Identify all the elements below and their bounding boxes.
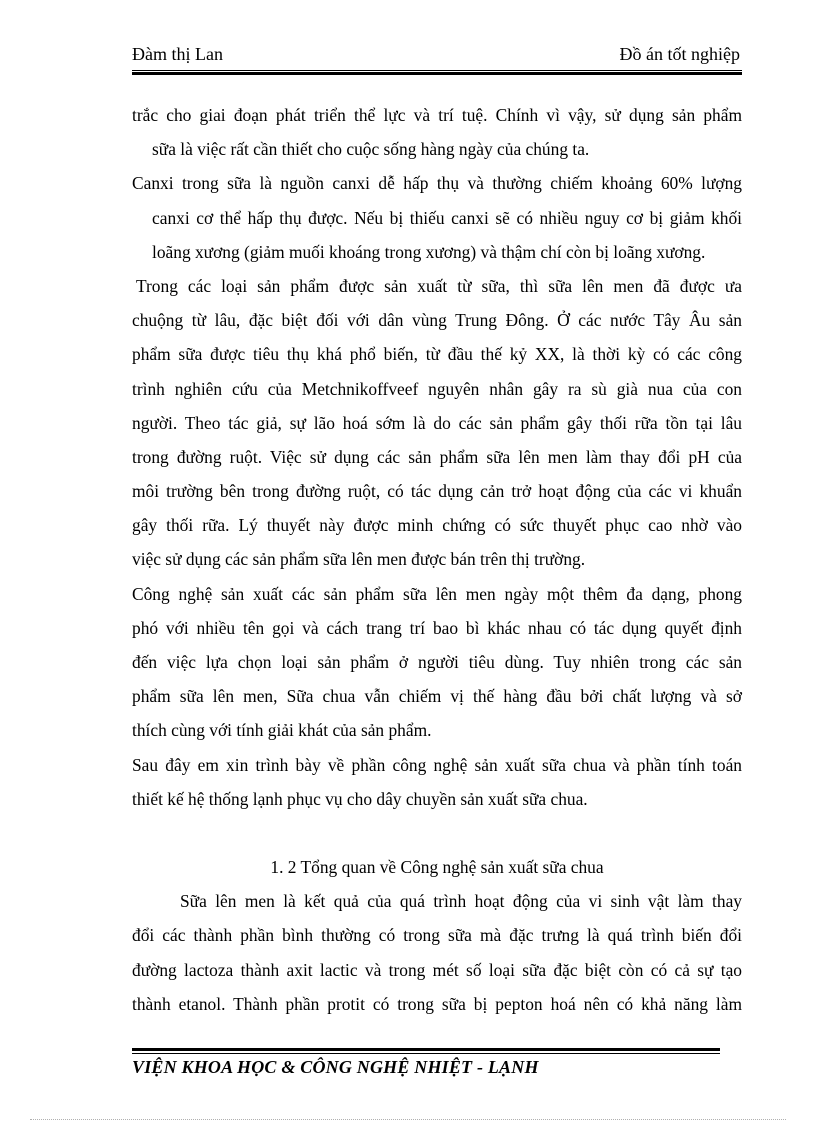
- header-document-type: Đồ án tốt nghiệp: [619, 44, 740, 64]
- text-line: đổi các thành phần bình thường có trong sữa mà đặc trưng là quá trình biến đổi: [132, 925, 742, 946]
- text-line: đường lactoza thành axit lactic và trong mét số loại sữa đặc biệt còn có cả sự tạo: [132, 959, 742, 980]
- header-author: Đàm thị Lan: [132, 44, 223, 64]
- text-line: Canxi trong sữa là nguồn canxi dễ hấp thụ và thường chiếm khoảng 60% lượng: [132, 173, 742, 194]
- text-line: phó với nhiều tên gọi và cách trang trí bao bì khác nhau có tác dụng quyết định: [132, 617, 742, 638]
- text-line: Sữa lên men là kết quả của quá trình hoạt động của vi sinh vật làm thay: [180, 891, 742, 912]
- page-header: [132, 44, 742, 70]
- footer-rule-thick: [132, 1048, 720, 1051]
- body-text: [132, 98, 742, 1021]
- text-line: thích cùng với tính giải khát của sản phẩm.: [132, 720, 432, 741]
- text-line: loãng xương (giảm muối khoáng trong xương) và thậm chí còn bị loãng xương.: [152, 241, 706, 262]
- text-line: phẩm sữa được tiêu thụ khá phổ biến, từ đầu thế kỷ XX, là thời kỳ có các công: [132, 344, 742, 365]
- spacer: [132, 816, 742, 850]
- footer-rule: [132, 1053, 720, 1054]
- text-line: phẩm sữa lên men, Sữa chua vẫn chiếm vị thế hàng đầu bởi chất lượng và sở: [132, 686, 742, 707]
- text-line: Công nghệ sản xuất các sản phẩm sữa lên men ngày một thêm đa dạng, phong: [132, 583, 742, 604]
- page-footer: VIỆN KHOA HỌC & CÔNG NGHỆ NHIỆT - LẠNH: [132, 1057, 539, 1077]
- text-line: người. Theo tác giả, sự lão hoá sớm là do các sản phẩm gây thối rữa tồn tại lâu: [132, 412, 742, 433]
- section-heading: 1. 2 Tổng quan về Công nghệ sản xuất sữa chua: [270, 856, 604, 877]
- text-line: sữa là việc rất cần thiết cho cuộc sống hàng ngày của chúng ta.: [152, 139, 590, 160]
- text-line: chuộng từ lâu, đặc biệt đối với dân vùng Trung Đông. Ở các nước Tây Âu sản: [132, 310, 742, 331]
- header-rule-thick: [132, 72, 742, 75]
- header-rule: [132, 70, 742, 71]
- text-line: thành etanol. Thành phần protit có trong sữa bị pepton hoá nên có khả năng làm: [132, 993, 742, 1014]
- text-line: Sau đây em xin trình bày về phần công nghệ sản xuất sữa chua và phần tính toán: [132, 754, 742, 775]
- text-line: trong đường ruột. Việc sử dụng các sản phẩm sữa lên men làm thay đổi pH của: [132, 446, 742, 467]
- text-line: môi trường bên trong đường ruột, có tác dụng cản trở hoạt động của các vi khuẩn: [132, 481, 742, 502]
- text-line: gây thối rữa. Lý thuyết này được minh chứng có sức thuyết phục cao nhờ vào: [132, 515, 742, 536]
- page-bottom-border: [30, 1119, 786, 1120]
- text-line: canxi cơ thể hấp thụ được. Nếu bị thiếu canxi sẽ có nhiều nguy cơ bị giảm khối: [152, 207, 742, 228]
- text-line: Trong các loại sản phẩm được sản xuất từ sữa, thì sữa lên men đã được ưa: [136, 275, 742, 296]
- text-line: thiết kế hệ thống lạnh phục vụ cho dây chuyền sản xuất sữa chua.: [132, 788, 588, 809]
- text-line: trình nghiên cứu của Metchnikoffveef nguyên nhân gây ra sù già nua của con: [132, 378, 742, 399]
- text-line: việc sử dụng các sản phẩm sữa lên men được bán trên thị trường.: [132, 549, 586, 570]
- text-line: đến việc lựa chọn loại sản phẩm ở người tiêu dùng. Tuy nhiên trong các sản: [132, 652, 742, 672]
- text-line: trắc cho giai đoạn phát triển thể lực và trí tuệ. Chính vì vậy, sử dụng sản phẩm: [132, 105, 742, 125]
